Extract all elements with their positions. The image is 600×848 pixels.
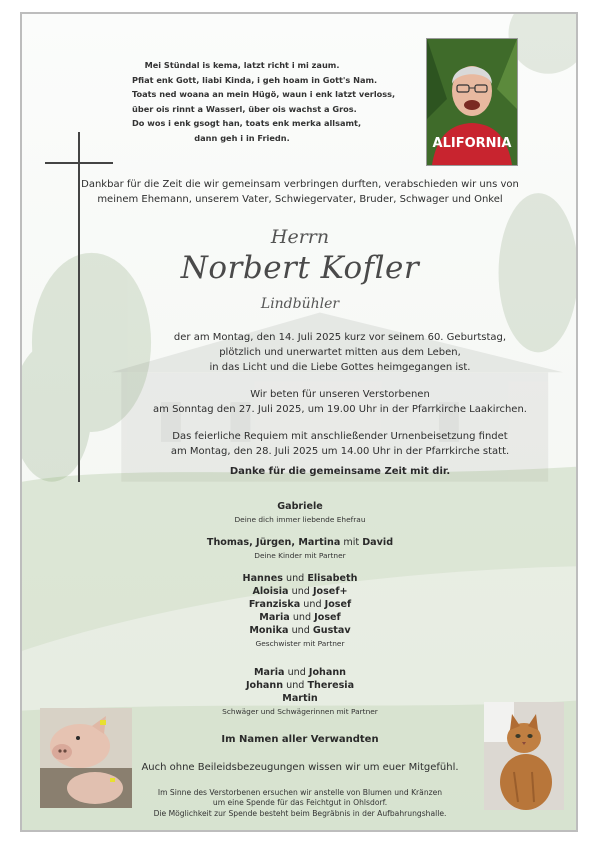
donation-note: [110, 788, 490, 819]
donation-line: um eine Spende für das Feichtgut in Ohlsdorf.: [212, 798, 388, 808]
inlaw-row: Johann und Theresia: [245, 680, 355, 691]
prayer-text: [120, 387, 560, 417]
thanks-line: Danke für die gemeinsame Zeit mit dir.: [229, 466, 451, 477]
salutation: Herrn: [270, 226, 330, 248]
wife-name: Gabriele: [277, 501, 323, 512]
closing-line: Auch ohne Beileidsbezeugungen wissen wir um euer Mitgefühl.: [141, 762, 459, 773]
children-names: Thomas, Jürgen, Martina: [206, 537, 341, 548]
sibling-row: Monika und Gustav: [249, 625, 351, 636]
cross-icon-horizontal: [45, 162, 113, 164]
all-relatives-line: Im Namen aller Verwandten: [221, 734, 379, 745]
wife-note: Deine dich immer liebende Ehefrau: [234, 515, 366, 524]
donation-line: Die Möglichkeit zur Spende besteht beim Begräbnis in der Aufbahrungshalle.: [153, 808, 447, 818]
parte-frame: [20, 12, 578, 832]
children-partner: David: [362, 537, 394, 548]
passing-line: in das Licht und die Liebe Gottes heimgegangen ist.: [209, 362, 471, 373]
siblings-block: [150, 572, 450, 650]
house-name: Lindbühler: [260, 296, 340, 312]
cat-photo: [484, 702, 564, 810]
shirt-print: ALIFORNIA: [432, 136, 512, 151]
poem-line: Mei Stündal is kema, latzt richt i mi zaum.: [144, 60, 340, 70]
sibling-row: Franziska und Josef: [248, 599, 352, 610]
wife-block: [150, 500, 450, 526]
children-note: Deine Kinder mit Partner: [254, 551, 346, 560]
children-block: [150, 536, 450, 562]
poem-line: Do wos i enk gsogt han, toats enk merka allsamt,: [132, 118, 362, 129]
sibling-row: Maria und Josef: [259, 612, 341, 623]
prayer-line: Wir beten für unseren Verstorbenen: [250, 389, 430, 400]
poem-line: über ois rinnt a Wasserl, über ois wachst a Gros.: [132, 103, 357, 114]
sibling-row: Hannes und Elisabeth: [242, 573, 358, 584]
siblings-note: Geschwister mit Partner: [255, 639, 345, 648]
passing-text: [120, 330, 560, 375]
portrait-photo: [426, 38, 518, 166]
poem-line: Pfiat enk Gott, liabi Kinda, i geh hoam in Gott's Nam.: [132, 74, 378, 85]
passing-line: der am Montag, den 14. Juli 2025 kurz vor seinem 60. Geburtstag,: [173, 332, 507, 343]
inlaws-block: [150, 666, 450, 718]
children-mit: mit: [343, 537, 360, 548]
sibling-row: Aloisia und Josef+: [252, 586, 348, 597]
pig-photo: [40, 708, 132, 808]
deceased-name: Norbert Kofler: [180, 250, 420, 286]
donation-line: Im Sinne des Verstorbenen ersuchen wir anstelle von Blumen und Kränzen: [157, 788, 443, 797]
dialect-poem: [132, 58, 396, 146]
intro-line: Dankbar für die Zeit die wir gemeinsam verbringen durften, verabschieden wir uns von: [81, 179, 519, 190]
inlaw-row: Maria und Johann: [253, 667, 347, 678]
requiem-line: Das feierliche Requiem mit anschließender Urnenbeisetzung findet: [172, 431, 508, 442]
poem-line: dann geh i in Friedn.: [194, 132, 290, 143]
prayer-line: am Sonntag den 27. Juli 2025, um 19.00 Uhr in der Pfarrkirche Laakirchen.: [153, 404, 527, 415]
intro-text: [30, 177, 570, 207]
requiem-text: [120, 429, 560, 459]
inlaw-row: Martin: [282, 693, 318, 704]
requiem-line: am Montag, den 28. Juli 2025 um 14.00 Uhr in der Pfarrkirche statt.: [170, 446, 510, 457]
intro-line: meinem Ehemann, unserem Vater, Schwiegervater, Bruder, Schwager und Onkel: [97, 194, 503, 205]
passing-line: plötzlich und unerwartet mitten aus dem Leben,: [219, 347, 461, 358]
poem-line: Toats ned woana an mein Hügö, waun i enk latzt verloss,: [132, 89, 396, 100]
inlaws-note: Schwäger und Schwägerinnen mit Partner: [222, 707, 378, 716]
